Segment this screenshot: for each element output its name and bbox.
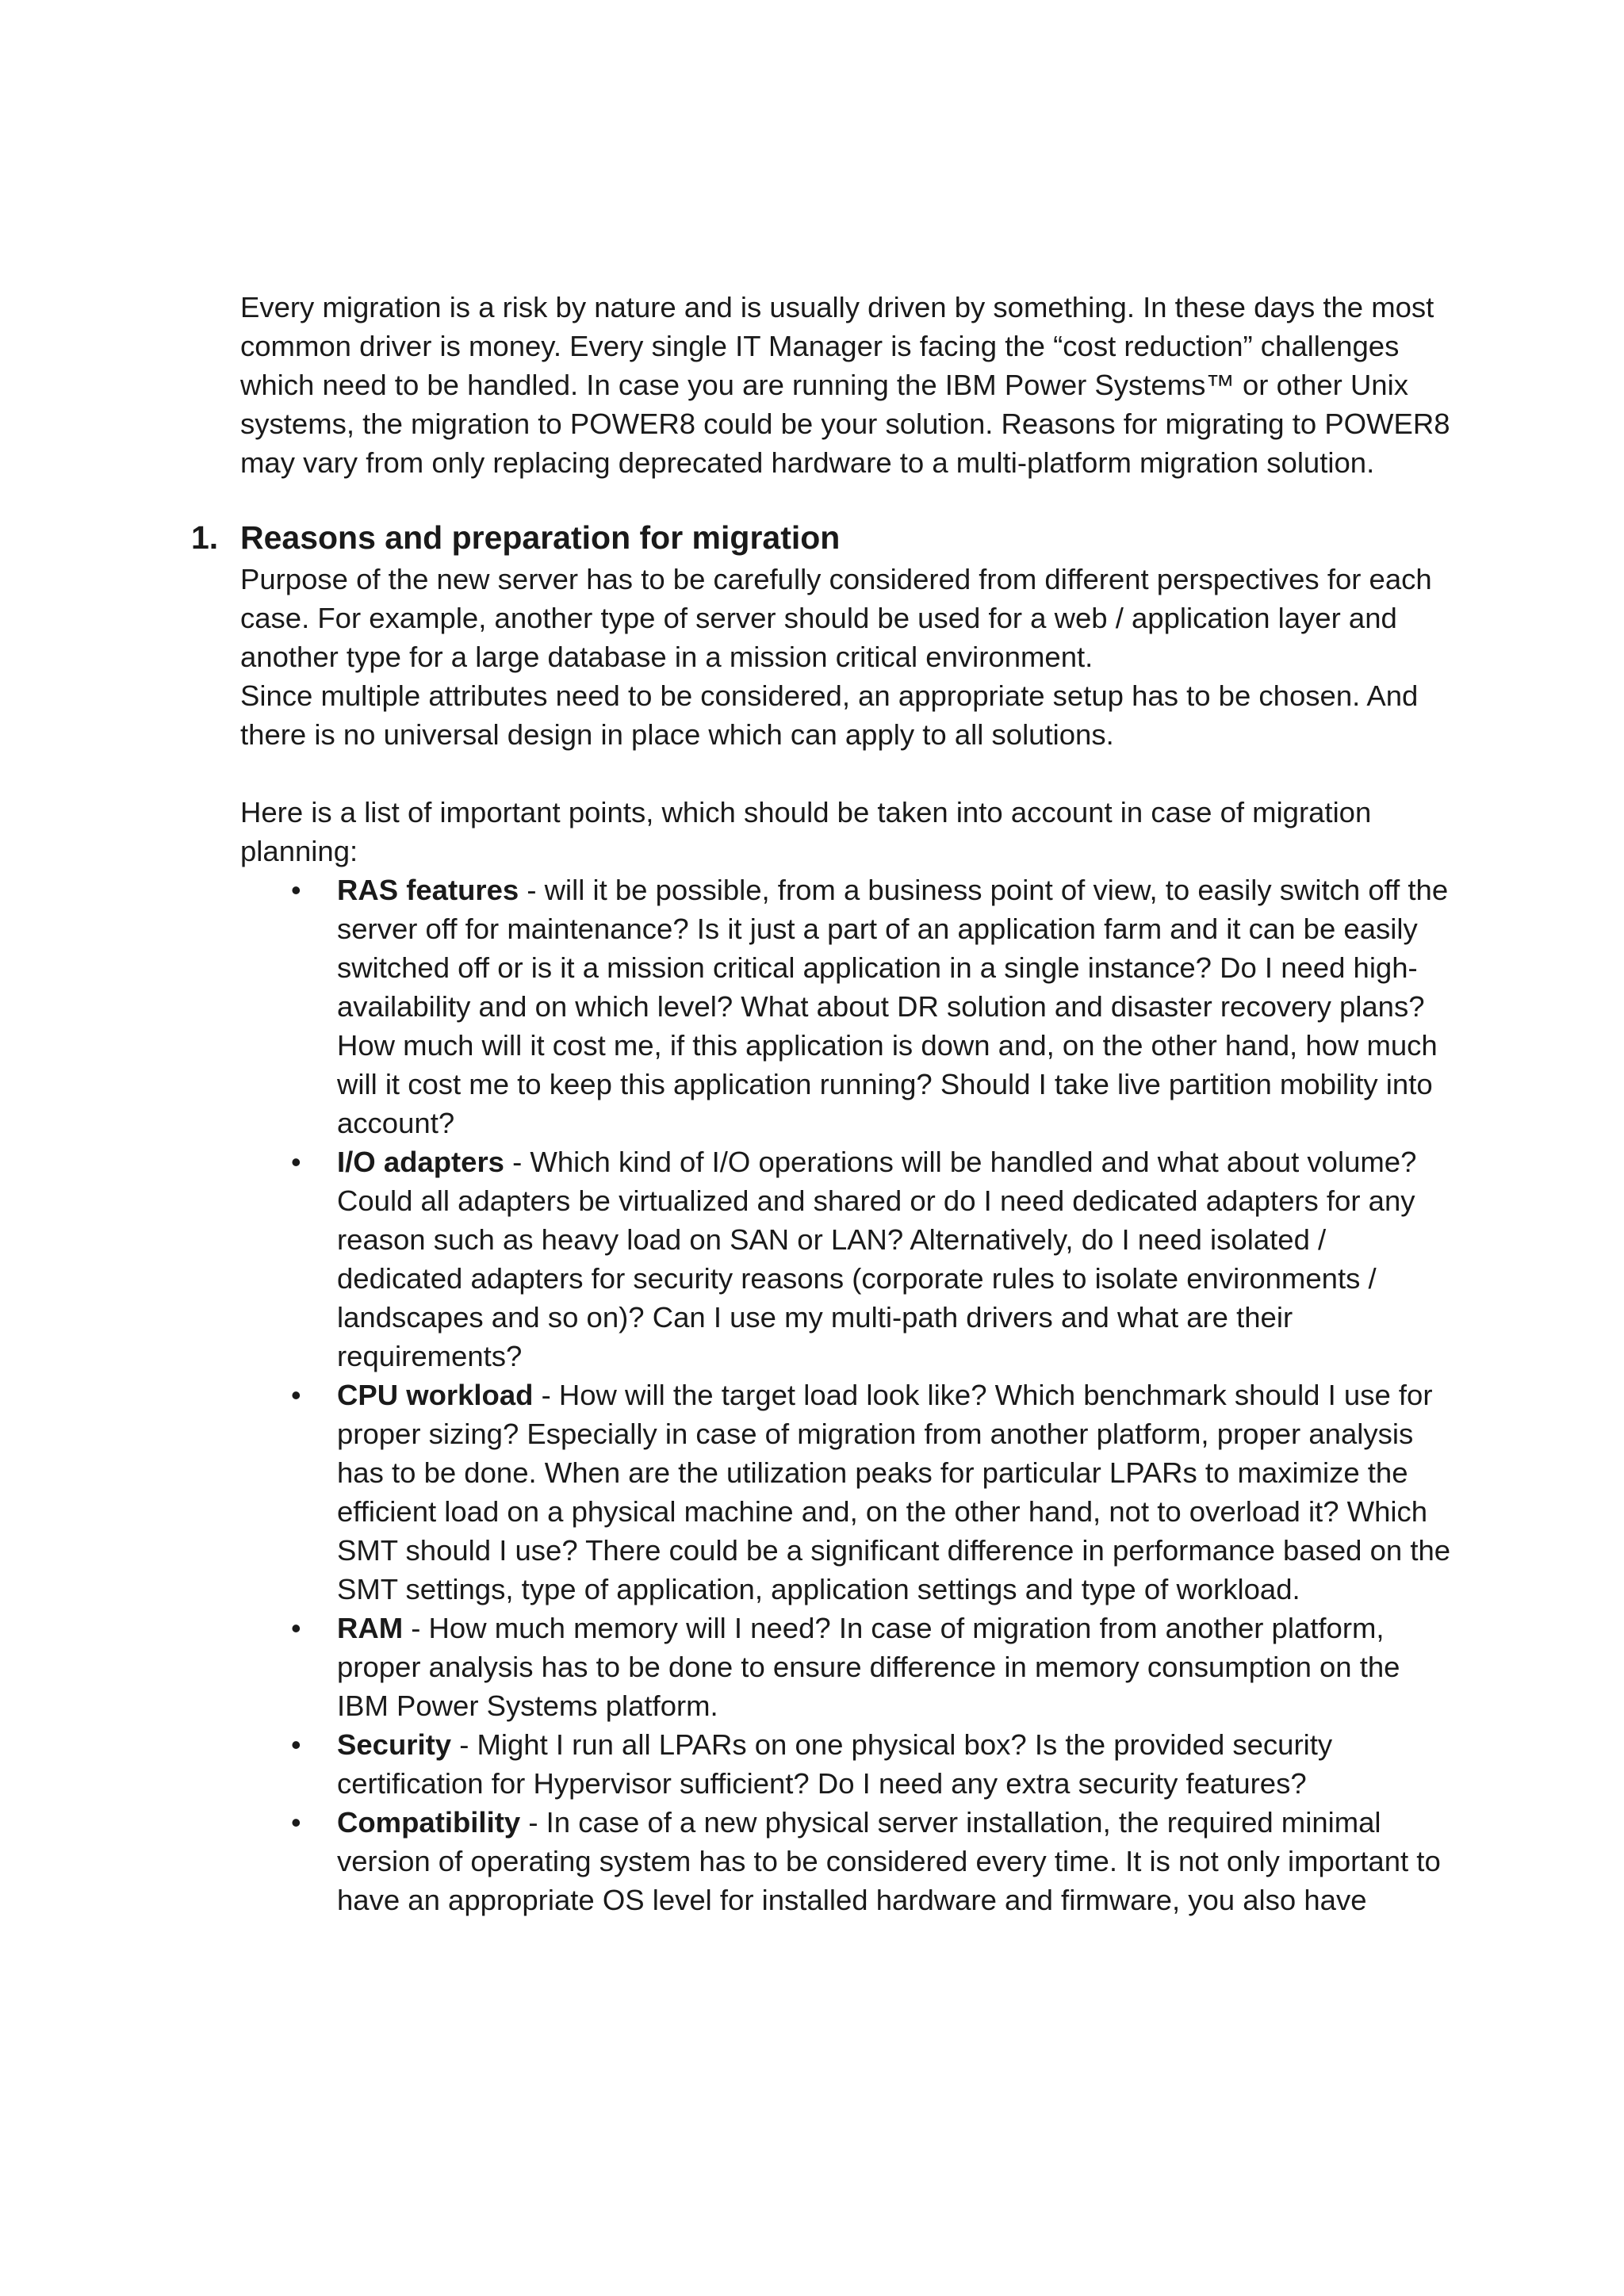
section-paragraph-1: Purpose of the new server has to be carefully considered from different perspectives for each case. For example, another type of server should be used for a web / application layer and another type for a large database in a mission critical environment. xyxy=(240,563,1432,673)
migration-points-list xyxy=(240,871,1454,1919)
list-item-text: - How much memory will I need? In case of migration from another platform, proper analysis has to be done to ensure difference in memory consumption on the IBM Power Systems platform. xyxy=(337,1612,1400,1722)
list-item-term: RAM xyxy=(337,1612,404,1644)
list-item-text: - How will the target load look like? Which benchmark should I use for proper sizing? Especially in case of migration from another platform, proper analysis has to be done. When are the utilization peaks for particular LPARs to maximize the efficient load on a physical machine and, on the other hand, not to overload it? Which SMT should I use? There could be a significant difference in performance based on the SMT settings, type of application, application settings and type of workload. xyxy=(337,1379,1451,1605)
bullet-icon: • xyxy=(291,1806,301,1839)
list-item-text: - Which kind of I/O operations will be handled and what about volume? Could all adapters be virtualized and shared or do I need dedicated adapters for any reason such as heavy load on SAN or LAN? Alternatively, do I need isolated / dedicated adapters for security reasons (corporate rules to isolate environments / landscapes and so on)? Can I use my multi-path drivers and what are their requirements? xyxy=(337,1146,1417,1372)
list-item-term: CPU workload xyxy=(337,1379,534,1411)
list-item-term: RAS features xyxy=(337,874,519,906)
paragraph-spacer xyxy=(240,754,1454,793)
bullet-icon: • xyxy=(291,1612,301,1644)
page-content xyxy=(191,288,1454,1919)
section-body xyxy=(240,560,1454,1919)
list-item-text: - Might I run all LPARs on one physical box? Is the provided security certification for Hypervisor sufficient? Do I need any extra security features? xyxy=(337,1728,1333,1800)
section-title: Reasons and preparation for migration xyxy=(240,519,841,556)
list-item-ram xyxy=(240,1609,1454,1725)
section-heading xyxy=(191,515,1454,560)
bullet-icon: • xyxy=(291,1379,301,1411)
list-item-text: - In case of a new physical server installation, the required minimal version of operating system has to be considered every time. It is not only important to have an appropriate OS level for installed hardware and firmware, you also have xyxy=(337,1806,1441,1916)
list-item-compatibility xyxy=(240,1803,1454,1919)
list-item-term: Security xyxy=(337,1728,452,1761)
bullet-icon: • xyxy=(291,1728,301,1761)
list-item-text: - will it be possible, from a business point of view, to easily switch off the server off for maintenance? Is it just a part of an application farm and it can be easily switched off or is it a mission critical application in a single instance? Do I need high-availability and on which level? What about DR solution and disaster recovery plans? How much will it cost me, if this application is down and, on the other hand, how much will it cost me to keep this application running? Should I take live partition mobility into account? xyxy=(337,874,1449,1139)
list-item-io-adapters xyxy=(240,1142,1454,1376)
section-paragraph-2: Since multiple attributes need to be considered, an appropriate setup has to be chosen. And there is no universal design in place which can apply to all solutions. xyxy=(240,679,1419,751)
bullet-icon: • xyxy=(291,874,301,906)
section-number: 1. xyxy=(191,519,219,556)
list-item-cpu-workload xyxy=(240,1376,1454,1609)
section-paragraph-3: Here is a list of important points, which should be taken into account in case of migration planning: xyxy=(240,796,1372,867)
list-item-term: I/O adapters xyxy=(337,1146,504,1178)
intro-paragraph: Every migration is a risk by nature and is usually driven by something. In these days the most common driver is money. Every single IT Manager is facing the “cost reduction” challenges which need to be handled. In case you are running the IBM Power Systems™ or other Unix systems, the migration to POWER8 could be your solution. Reasons for migrating to POWER8 may vary from only replacing deprecated hardware to a multi-platform migration solution. xyxy=(240,291,1450,479)
bullet-icon: • xyxy=(291,1146,301,1178)
list-item-term: Compatibility xyxy=(337,1806,521,1839)
list-item-security xyxy=(240,1725,1454,1803)
list-item-ras-features xyxy=(240,871,1454,1142)
